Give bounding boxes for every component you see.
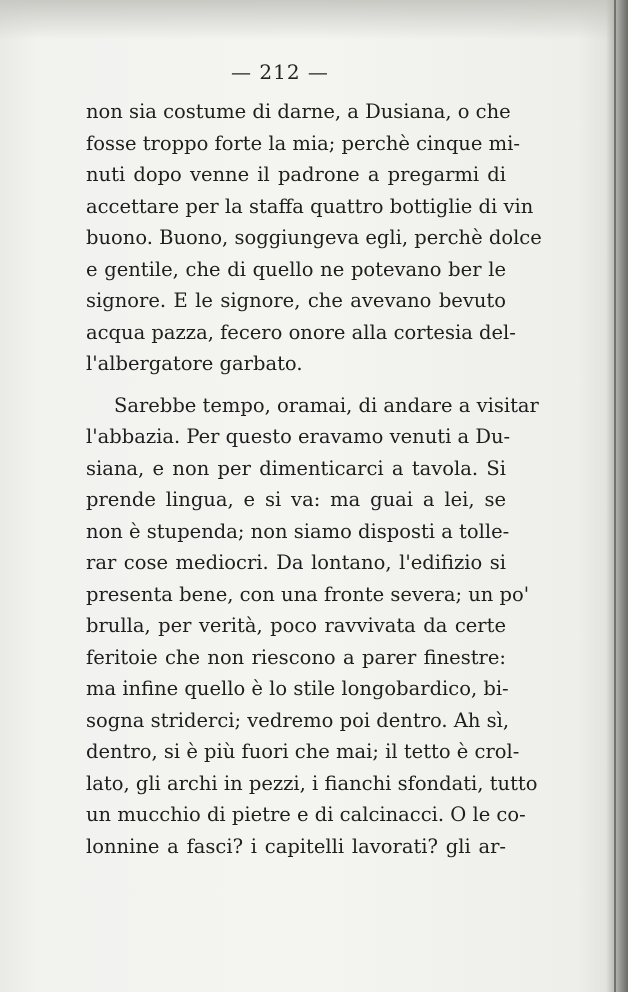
text-line: un mucchio di pietre e di calcinacci. O le co- bbox=[86, 803, 526, 826]
body-text bbox=[86, 96, 542, 862]
text-line: lato, gli archi in pezzi, i fianchi sfondati, tutto bbox=[86, 771, 538, 795]
text-line: signore. E le signore, che avevano bevuto bbox=[86, 289, 506, 312]
paragraph-1 bbox=[86, 96, 542, 380]
text-line: sogna striderci; vedremo poi dentro. Ah sì, bbox=[86, 708, 510, 732]
text-line: Sarebbe tempo, oramai, di andare a visitar bbox=[114, 393, 539, 417]
text-line: siana, e non per dimenticarci a tavola. Si bbox=[86, 456, 506, 480]
text-line: rar cose mediocri. Da lontano, l'edifizio si bbox=[86, 551, 506, 574]
top-shadow bbox=[0, 0, 628, 40]
text-line: non è stupenda; non siamo disposti a tolle- bbox=[86, 519, 510, 543]
text-line: l'albergatore garbato. bbox=[86, 352, 303, 375]
page-number: — 212 — bbox=[231, 60, 329, 84]
text-line: buono. Buono, soggiungeva egli, perchè dolce bbox=[86, 226, 542, 249]
text-line: accettare per la staffa quattro bottiglie di vin bbox=[86, 194, 534, 218]
text-line: fosse troppo forte la mia; perchè cinque mi- bbox=[86, 131, 520, 155]
paragraph-2 bbox=[86, 390, 539, 863]
text-line: lonnine a fasci? i capitelli lavorati? gli ar- bbox=[86, 834, 506, 858]
text-line: non sia costume di darne, a Dusiana, o che bbox=[86, 100, 511, 123]
text-line: prende lingua, e si va: ma guai a lei, se bbox=[86, 488, 506, 511]
text-line: e gentile, che di quello ne potevano ber le bbox=[86, 257, 506, 281]
text-line: presenta bene, con una fronte severa; un po' bbox=[86, 582, 530, 606]
text-line: nuti dopo venne il padrone a pregarmi di bbox=[86, 163, 506, 186]
text-line: brulla, per verità, poco ravvivata da certe bbox=[86, 614, 506, 637]
page-edge-line bbox=[614, 0, 616, 992]
text-line: dentro, si è più fuori che mai; il tetto è crol- bbox=[86, 740, 520, 763]
page-edge-shadow bbox=[606, 0, 628, 992]
text-line: ma infine quello è lo stile longobardico, bi- bbox=[86, 677, 509, 700]
text-line: feritoie che non riescono a parer finestre: bbox=[86, 645, 506, 669]
text-line: l'abbazia. Per questo eravamo venuti a Du- bbox=[86, 425, 511, 448]
text-line: acqua pazza, fecero onore alla cortesia del- bbox=[86, 320, 516, 344]
